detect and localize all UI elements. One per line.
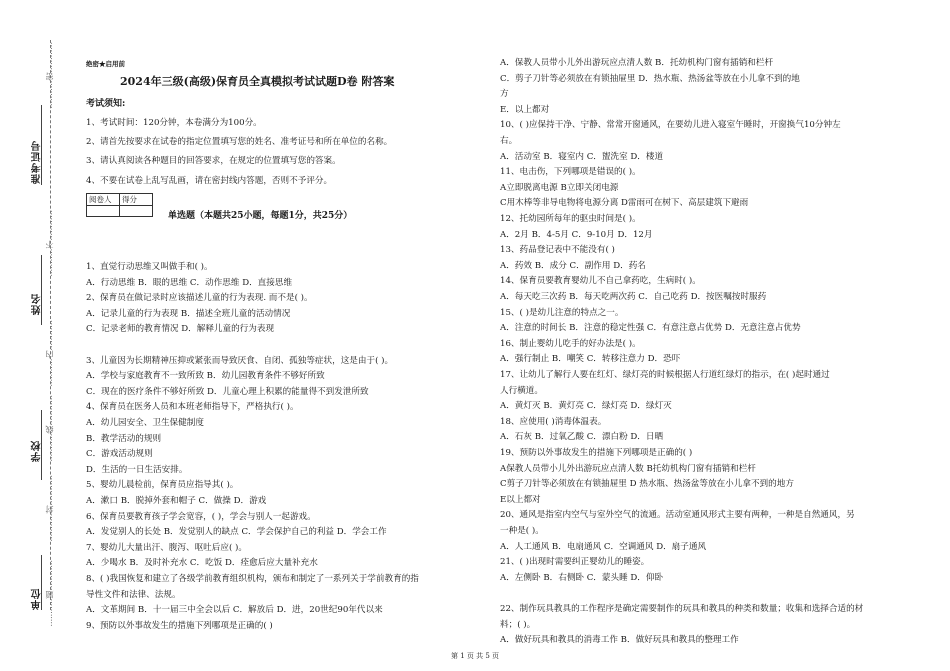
seal-dash-1: ...........密............ <box>45 42 54 109</box>
exam-number-blank[interactable] <box>41 105 42 185</box>
question-line: 8、( )我国恢复和建立了各级学前教育组织机构，颁布和制定了一系列关于学前教育的指 <box>86 574 419 584</box>
section-heading: 单选题（本题共25小题，每题1分，共25分） <box>168 211 353 221</box>
seal-dash-2: ...........不............ <box>45 210 54 277</box>
notice-heading: 考试须知: <box>86 99 126 109</box>
question-line: A．记录儿童的行为表现 B．描述全班儿童的活动情况 <box>86 308 291 319</box>
score-table <box>86 193 153 217</box>
notice-3: 3、请认真阅读各种题目的回答要求，在规定的位置填写您的答案。 <box>86 156 341 166</box>
label-school: 学校 <box>32 440 43 462</box>
school-blank[interactable] <box>41 410 42 480</box>
question-line: A．黄灯灭 B．黄灯亮 C．绿灯亮 D．绿灯灭 <box>500 401 672 412</box>
question-line: A．石灰 B．过氧乙酸 C．漂白粉 D．日晒 <box>500 432 664 443</box>
question-line: 方 <box>500 89 509 100</box>
question-line: 4、保育员在医务人员和本班老师指导下，严格执行( )。 <box>86 402 299 413</box>
question-line: 人行横道。 <box>500 385 543 396</box>
question-line: 导性文件和法律、法规。 <box>86 589 181 600</box>
label-exam-number: 准考证号 <box>32 140 43 184</box>
question-line: 15、( )是幼儿注意的特点之一。 <box>500 307 624 318</box>
question-line: 19、预防以外事故发生的措施下列哪项是正确的( ) <box>500 448 693 458</box>
question-line: 11、电击伤，下列哪项是错误的( )。 <box>500 167 641 178</box>
question-line: A．注意的时间长 B．注意的稳定性强 C．有意注意占优势 D．无意注意占优势 <box>500 323 801 334</box>
question-line: 9、预防以外事故发生的措施下列哪项是正确的( ) <box>86 620 273 631</box>
question-line: A．行动思维 B．眼的思维 C．动作思维 D．直接思维 <box>86 277 293 288</box>
question-line: A保教人员带小儿外出游玩应点清人数 B托幼机构门窗有插销和栏杆 <box>500 463 756 474</box>
question-line: A立即脱离电源 B立即关闭电源 <box>500 182 619 193</box>
question-line: A．2月 B．4-5月 C．9-10月 D．12月 <box>500 229 653 240</box>
seal-dash-6: ...........题............ <box>45 560 54 627</box>
question-line: A．人工通风 B．电扇通风 C．空调通风 D．扇子通风 <box>500 541 707 552</box>
question-line: 右。 <box>500 136 518 146</box>
label-name: 姓名 <box>32 293 43 315</box>
notice-1: 1、考试时间：120分钟，本卷满分为100分。 <box>86 118 262 128</box>
name-blank[interactable] <box>41 255 42 325</box>
question-line: 22、制作玩具教具的工作程序是确定需要制作的玩具和教具的种类和数量；收集和选择合适的材 <box>500 604 864 614</box>
question-line: C．现在的医疗条件不够好所致 D．儿童心理上积累的能量得不到发泄所致 <box>86 386 369 397</box>
question-line: C．剪子刀针等必须放在有锁抽屉里 D．热水瓶、热汤盆等放在小儿拿不到的地 <box>500 73 800 84</box>
question-line: A．保教人员带小儿外出游玩应点清人数 B．托幼机构门窗有插销和栏杆 <box>500 58 774 68</box>
score-points-cell[interactable] <box>120 206 153 217</box>
question-line: D．生活的一日生活安排。 <box>86 464 188 475</box>
question-line: C剪子刀针等必须放在有锁抽屉里 D 热水瓶、热汤盆等放在小儿拿不到的地方 <box>500 479 794 490</box>
question-line: A．文革期间 B．十一届三中全会以后 C．解放后 D．进，20世纪90年代以来 <box>86 605 383 616</box>
question-line: E以上都对 <box>500 494 541 505</box>
question-line: A．左侧卧 B．右侧卧 C．蒙头睡 D．仰卧 <box>500 572 664 583</box>
question-line: A．强行制止 B．嘲笑 C．转移注意力 D．恐吓 <box>500 354 681 365</box>
secret-mark: 绝密★启用前 <box>86 60 125 68</box>
question-line: A．每天吃三次药 B．每天吃两次药 C．自己吃药 D．按医嘱按时服药 <box>500 292 767 302</box>
question-line: 17、让幼儿了解行人要在红灯、绿灯亮的时候根据人行道红绿灯的指示，在( )起时通过 <box>500 370 830 380</box>
question-line: C．记录老师的教育情况 D．解释儿童的行为表现 <box>86 324 275 335</box>
question-line: B．教学活动的规则 <box>86 433 162 444</box>
question-line: 20、通风是指室内空气与室外空气的流通。活动室通风形式主要有两种，一种是自然通风，另 <box>500 510 855 521</box>
question-line: 7、婴幼儿大量出汗、腹泻、呕吐后应( )。 <box>86 542 247 553</box>
question-line: 12、托幼园所每年的驱虫时间是( )。 <box>500 214 641 224</box>
question-line: A．学校与家庭教育不一致所致 B．幼儿园教育条件不够好所致 <box>86 371 325 382</box>
question-line: C．游戏活动规则 <box>86 449 153 460</box>
score-grader-cell[interactable] <box>87 206 120 217</box>
exam-title: 2024年三级(高级)保育员全真模拟考试试题D卷 附答案 <box>120 75 395 88</box>
score-points-label: 得分 <box>120 194 153 206</box>
question-line: 18、应使用( )消毒体温表。 <box>500 416 607 427</box>
question-line: 料；( )。 <box>500 619 536 630</box>
question-line: 2、保育员在做记录时应该描述儿童的行为表现. 而不是( )。 <box>86 293 313 304</box>
question-line: A．做好玩具和教具的消毒工作 B．做好玩具和教具的整理工作 <box>500 635 739 646</box>
question-line: A．少喝水 B．及时补充水 C．吃饭 D．痊愈后应大量补充水 <box>86 558 318 569</box>
notice-2: 2、请首先按要求在试卷的指定位置填写您的姓名、准考证号和所在单位的名称。 <box>86 137 393 147</box>
question-line: 1、直觉行动思维又叫做手和( )。 <box>86 262 213 272</box>
question-line: C用木棒等非导电物将电源分离 D雷雨可在树下、高层建筑下避雨 <box>500 198 749 209</box>
question-line: 3、儿童因为长期精神压抑或紧张而导致厌食、自闭、孤独等症状，这是由于( )。 <box>86 355 394 366</box>
seal-dash-3: ...........内............ <box>45 320 54 387</box>
question-line: 13、药品登记表中不能没有( ) <box>500 245 615 256</box>
seal-dash-4: ...........线............ <box>45 395 54 462</box>
score-grader-label: 阅卷人 <box>87 194 120 206</box>
question-line: A．漱口 B．脱掉外套和帽子 C．做操 D．游戏 <box>86 496 267 506</box>
question-line: E．以上都对 <box>500 104 550 115</box>
question-line: 6、保育员要教育孩子学会宽容，( )，学会与别人一起游戏。 <box>86 511 316 522</box>
question-line: 一种是( )。 <box>500 526 544 536</box>
question-line: A．药效 B．成分 C．副作用 D．药名 <box>500 260 646 271</box>
question-line: 21、( )出现时需要纠正婴幼儿的睡姿。 <box>500 557 650 568</box>
label-unit: 单位 <box>32 588 43 610</box>
notice-4: 4、不要在试卷上乱写乱画，请在密封线内答题，否则不予评分。 <box>86 176 333 186</box>
page-footer: 第 1 页 共 5 页 <box>450 652 500 660</box>
question-line: A．幼儿园安全、卫生保健制度 <box>86 418 204 428</box>
question-line: 14、保育员要教育婴幼儿不自己拿药吃，生病时( )。 <box>500 276 701 287</box>
question-line: 5、婴幼儿晨检前，保育员应指导其( )。 <box>86 480 239 491</box>
question-line: 16、制止婴幼儿吃手的好办法是( )。 <box>500 338 641 349</box>
question-line: 10、( )应保持干净、宁静、常常开窗通风，在要幼儿进入寝室午睡时，开窗换气10分钟左 <box>500 120 841 131</box>
binding-margin <box>0 0 68 671</box>
question-line: A．活动室 B．寝室内 C．盥洗室 D．楼道 <box>500 151 664 162</box>
seal-dash-5: ...........封............ <box>45 475 54 542</box>
question-line: A．发觉别人的长处 B．发觉别人的缺点 C．学会保护自己的利益 D．学会工作 <box>86 527 387 538</box>
unit-blank[interactable] <box>41 555 42 610</box>
